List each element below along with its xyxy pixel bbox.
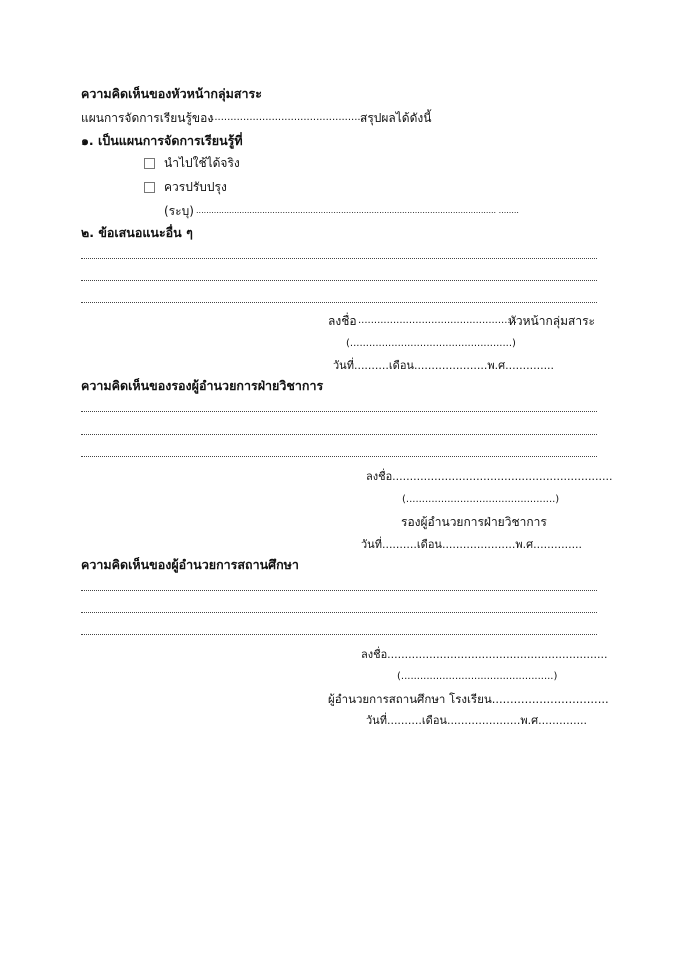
s3-comment-line-1[interactable] bbox=[81, 590, 597, 591]
s3-title-line[interactable]: ผู้อำนวยการสถานศึกษา โรงเรียน................................ bbox=[328, 692, 609, 706]
s1-sign-dots[interactable]: .................................................. bbox=[358, 315, 517, 326]
s1-sign-prefix: ลงชื่อ bbox=[328, 314, 357, 328]
s3-comment-line-2[interactable] bbox=[81, 612, 597, 613]
specify-dots[interactable]: ...................................................................................................................... ........ bbox=[196, 206, 519, 215]
section1-heading: ความคิดเห็นของหัวหน้ากลุ่มสาระ bbox=[81, 86, 262, 101]
plan-line-dots: .................................................. bbox=[208, 112, 367, 123]
s3-comment-line-3[interactable] bbox=[81, 634, 597, 635]
s2-date-line[interactable]: วันที่..........เดือน.....................พ.ศ.............. bbox=[361, 538, 583, 551]
section3-heading: ความคิดเห็นของผู้อำนวยการสถานศึกษา bbox=[81, 557, 299, 572]
s3-date-line[interactable]: วันที่..........เดือน.....................พ.ศ.............. bbox=[366, 714, 588, 727]
section2-heading: ความคิดเห็นของรองผู้อำนวยการฝ่ายวิชาการ bbox=[81, 378, 324, 393]
s2-sign-line[interactable]: ลงชื่อ............................................................... bbox=[366, 470, 613, 483]
item1-heading: ๑. เป็นแผนการจัดการเรียนรู้ที่ bbox=[81, 133, 243, 148]
s2-comment-line-1[interactable] bbox=[81, 411, 597, 412]
s3-sign-line[interactable]: ลงชื่อ............................................................... bbox=[361, 648, 608, 661]
suggestion-line-3[interactable] bbox=[81, 302, 597, 303]
s1-sign-title: หัวหน้ากลุ่มสาระ bbox=[508, 314, 595, 328]
specify-prefix: (ระบุ) bbox=[164, 204, 194, 218]
s2-comment-line-3[interactable] bbox=[81, 456, 597, 457]
item2-heading: ๒. ข้อเสนอแนะอื่น ๆ bbox=[81, 225, 193, 240]
s2-title: รองผู้อำนวยการฝ่ายวิชาการ bbox=[401, 515, 547, 529]
suggestion-line-2[interactable] bbox=[81, 280, 597, 281]
option-improve-label: ควรปรับปรุง bbox=[164, 180, 227, 194]
s2-name-parens[interactable]: (...............................................) bbox=[402, 494, 560, 505]
s1-name-parens[interactable]: (...................................................) bbox=[346, 338, 516, 349]
s1-date-line[interactable]: วันที่..........เดือน.....................พ.ศ.............. bbox=[333, 359, 555, 372]
suggestion-line-1[interactable] bbox=[81, 258, 597, 259]
option-usable-label: นำไปใช้ได้จริง bbox=[164, 156, 240, 170]
checkbox-improve[interactable] bbox=[144, 182, 155, 193]
plan-line-prefix: แผนการจัดการเรียนรู้ของ bbox=[81, 111, 214, 125]
plan-line-suffix: สรุปผลได้ดังนี้ bbox=[360, 111, 432, 125]
s3-name-parens[interactable]: (................................................) bbox=[397, 671, 558, 682]
checkbox-usable[interactable] bbox=[144, 158, 155, 169]
s2-comment-line-2[interactable] bbox=[81, 434, 597, 435]
